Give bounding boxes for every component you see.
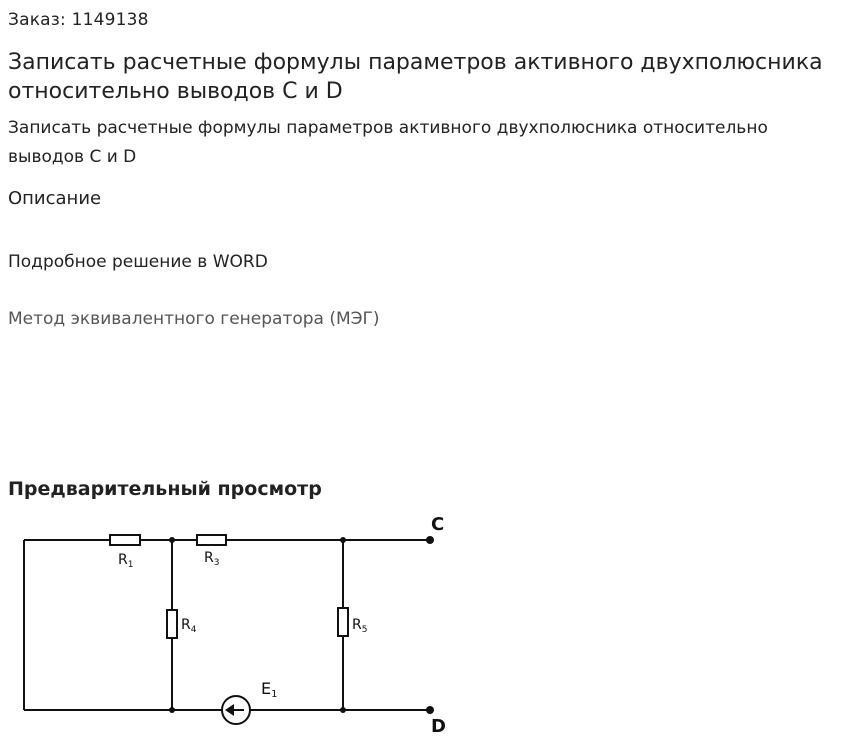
voltage-source-e1 [222,696,250,724]
resistor-r5 [338,608,348,636]
resistors [110,535,348,638]
label-r1: $R_1$ [118,552,134,570]
resistor-r1 [110,535,140,545]
node-bottom-r4 [169,707,175,713]
circuit-schematic [10,508,460,740]
node-top-r4 [169,537,175,543]
label-terminal-c: C [431,514,445,535]
node-bottom-r5 [340,707,346,713]
description-text: Подробное решение в WORD [8,252,268,272]
label-e1: E1 [261,679,278,700]
label-terminal-d: D [431,716,446,737]
node-top-r5 [340,537,346,543]
label-r3: $R_3$ [204,550,220,568]
resistor-r4 [167,610,177,638]
order-number: Заказ: 1149138 [8,10,149,30]
terminal-c-dot [426,536,434,544]
method-text: Метод эквивалентного генератора (МЭГ) [8,309,380,329]
page-title: Записать расчетные формулы параметров активного двухполюсника относительно выводов C и D [8,50,823,104]
preview-heading: Предварительный просмотр [8,478,322,500]
label-r4: $R_4$ [181,617,197,635]
resistor-r3 [197,535,226,545]
label-r5: $R_5$ [352,617,368,635]
page-subtitle: Записать расчетные формулы параметров активного двухполюсника относительно выводов C и D [8,118,768,167]
terminal-d-dot [426,706,434,714]
circuit-wires [24,540,430,710]
description-heading: Описание [8,188,102,209]
